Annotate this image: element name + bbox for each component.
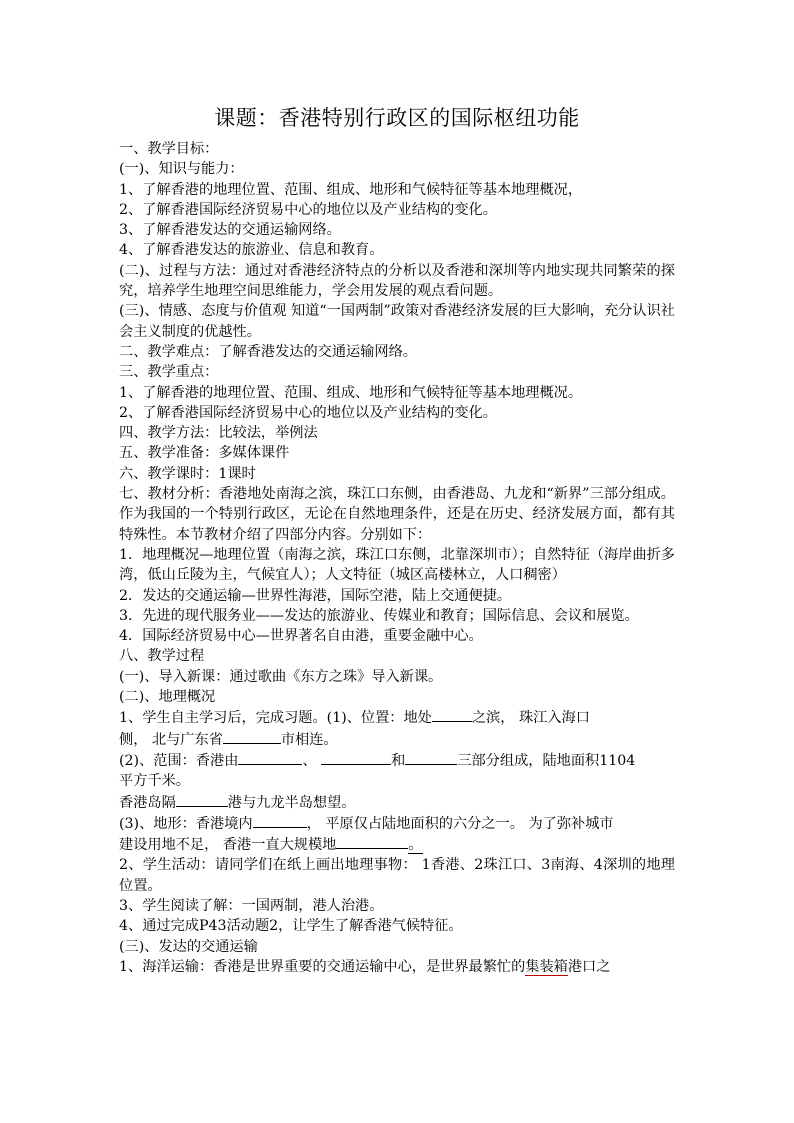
text-run: 和 xyxy=(391,752,406,769)
paragraph-line: 3、学生阅读了解：一国两制，港人治港。 xyxy=(119,897,384,914)
paragraph-line: 2．发达的交通运输—世界性海港，国际空港，陆上交通便捷。 xyxy=(119,587,512,604)
paragraph-line: 2、了解香港国际经济贸易中心的地位以及产业结构的变化。 xyxy=(119,404,497,421)
exercise-line xyxy=(119,707,675,728)
fill-in-blank xyxy=(432,707,472,722)
exercise-line xyxy=(119,792,675,813)
paragraph: 1．地理概况—地理位置（南海之滨，珠江口东侧，北靠深圳市）；自然特征（海岸曲折多湾，低山丘陵为主，气候宜人）；人文特征（城区高楼林立，人口稠密） xyxy=(119,546,675,584)
document-title: 课题：香港特别行政区的国际枢纽功能 xyxy=(214,106,580,130)
text-run: 市相连。 xyxy=(280,731,338,748)
text-run: 建设用地不足， 香港一直大规模地 xyxy=(119,837,337,854)
text-run: ， 平原仅占陆地面积的六分之一。 为了弥补城市 xyxy=(306,815,614,832)
text-run: 1、学生自主学习后，完成习题。(1)、位置：地处 xyxy=(119,710,432,727)
text-run: 香港岛隔 xyxy=(119,794,176,811)
exercise-line xyxy=(119,813,675,834)
section-heading: 三、教学重点： xyxy=(119,364,219,381)
paragraph: 3．先进的现代服务业——发达的旅游业、传媒业和教育；国际信息、会议和展览。 xyxy=(119,607,639,624)
section-heading: 六、教学课时：1课时 xyxy=(119,465,256,482)
subsection-heading: (一)、导入新课：通过歌曲《东方之珠》导入新课。 xyxy=(119,668,443,685)
fill-in-blank xyxy=(176,792,228,807)
text-run: 。 xyxy=(408,837,423,854)
exercise-line xyxy=(119,750,675,771)
text-run: 之滨， 珠江入海口 xyxy=(471,710,590,727)
fill-in-blank xyxy=(405,750,457,765)
exercise-line xyxy=(119,834,675,855)
text-run: 1、海洋运输：香港是世界重要的交通运输中心，是世界最繁忙的 xyxy=(119,958,526,975)
paragraph-line: 2、了解香港国际经济贸易中心的地位以及产业结构的变化。 xyxy=(119,201,497,218)
section-heading: 一、教学目标： xyxy=(119,141,219,157)
text-run: 港与九龙半岛想望。 xyxy=(227,794,356,811)
text-run: 、 xyxy=(302,752,322,769)
fill-in-blank xyxy=(238,750,302,765)
fill-in-blank xyxy=(336,834,408,849)
paragraph-line: 4、通过完成P43活动题2，让学生了解香港气候特征。 xyxy=(119,918,463,935)
paragraph-line: 1、了解香港的地理位置、范围、组成、地形和气候特征等基本地理概况。 xyxy=(119,384,583,401)
paragraph: 2、学生活动：请同学们在纸上画出地理事物： 1香港、2珠江口、3南海、4深圳的地理位置。 xyxy=(119,857,675,894)
paragraph: 七、教材分析：香港地处南海之滨，珠江口东侧，由香港岛、九龙和“新界”三部分组成。作为我国的一个特别行政区，无论在自然地理条件，还是在历史、经济发展方面，都有其特殊性。本节教材介绍了四部分内容。分别如下： xyxy=(119,486,675,543)
paragraph-line: 1、了解香港的地理位置、范围、组成、地形和气候特征等基本地理概况， xyxy=(119,181,583,198)
paragraph: (二)、过程与方法：通过对香港经济特点的分析以及香港和深圳等内地实现共同繁荣的探究，培养学生地理空间思维能力，学会用发展的观点看问题。 xyxy=(119,262,675,300)
exercise-line: 平方千米。 xyxy=(119,773,190,790)
paragraph-line xyxy=(119,957,675,977)
text-run: (2)、范围：香港由 xyxy=(119,752,239,769)
section-heading: 二、教学难点：了解香港发达的交通运输网络。 xyxy=(119,343,417,360)
text-run: 港口之 xyxy=(567,958,611,975)
exercise-line xyxy=(119,729,675,750)
text-run: (3)、地形：香港境内 xyxy=(119,815,253,832)
subsection-heading: (一)、知识与能力： xyxy=(119,161,244,178)
section-heading: 四、教学方法：比较法，举例法 xyxy=(119,425,318,442)
spellcheck-underlined-word: 集装箱 xyxy=(525,958,568,975)
subsection-heading: (二)、地理概况 xyxy=(119,689,216,706)
document-body xyxy=(119,139,675,977)
section-heading: 八、教学过程 xyxy=(119,648,205,665)
section-heading: 五、教学准备：多媒体课件 xyxy=(119,445,290,462)
paragraph: (三)、情感、态度与价值观 知道“一国两制”政策对香港经济发展的巨大影响，充分认识社会主义制度的优越性。 xyxy=(119,303,675,340)
text-run: 侧， 北与广东省 xyxy=(119,731,223,748)
fill-in-blank xyxy=(223,729,281,744)
paragraph-line: 4．国际经济贸易中心—世界著名自由港，重要金融中心。 xyxy=(119,628,483,645)
fill-in-blank xyxy=(253,813,307,828)
paragraph-line: 4、了解香港发达的旅游业、信息和教育。 xyxy=(119,242,384,259)
subsection-heading: (三)、发达的交通运输 xyxy=(119,938,258,955)
paragraph-line: 3、了解香港发达的交通运输网络。 xyxy=(119,222,341,239)
fill-in-blank xyxy=(321,750,391,765)
text-run: 三部分组成，陆地面积1104 xyxy=(457,752,636,769)
